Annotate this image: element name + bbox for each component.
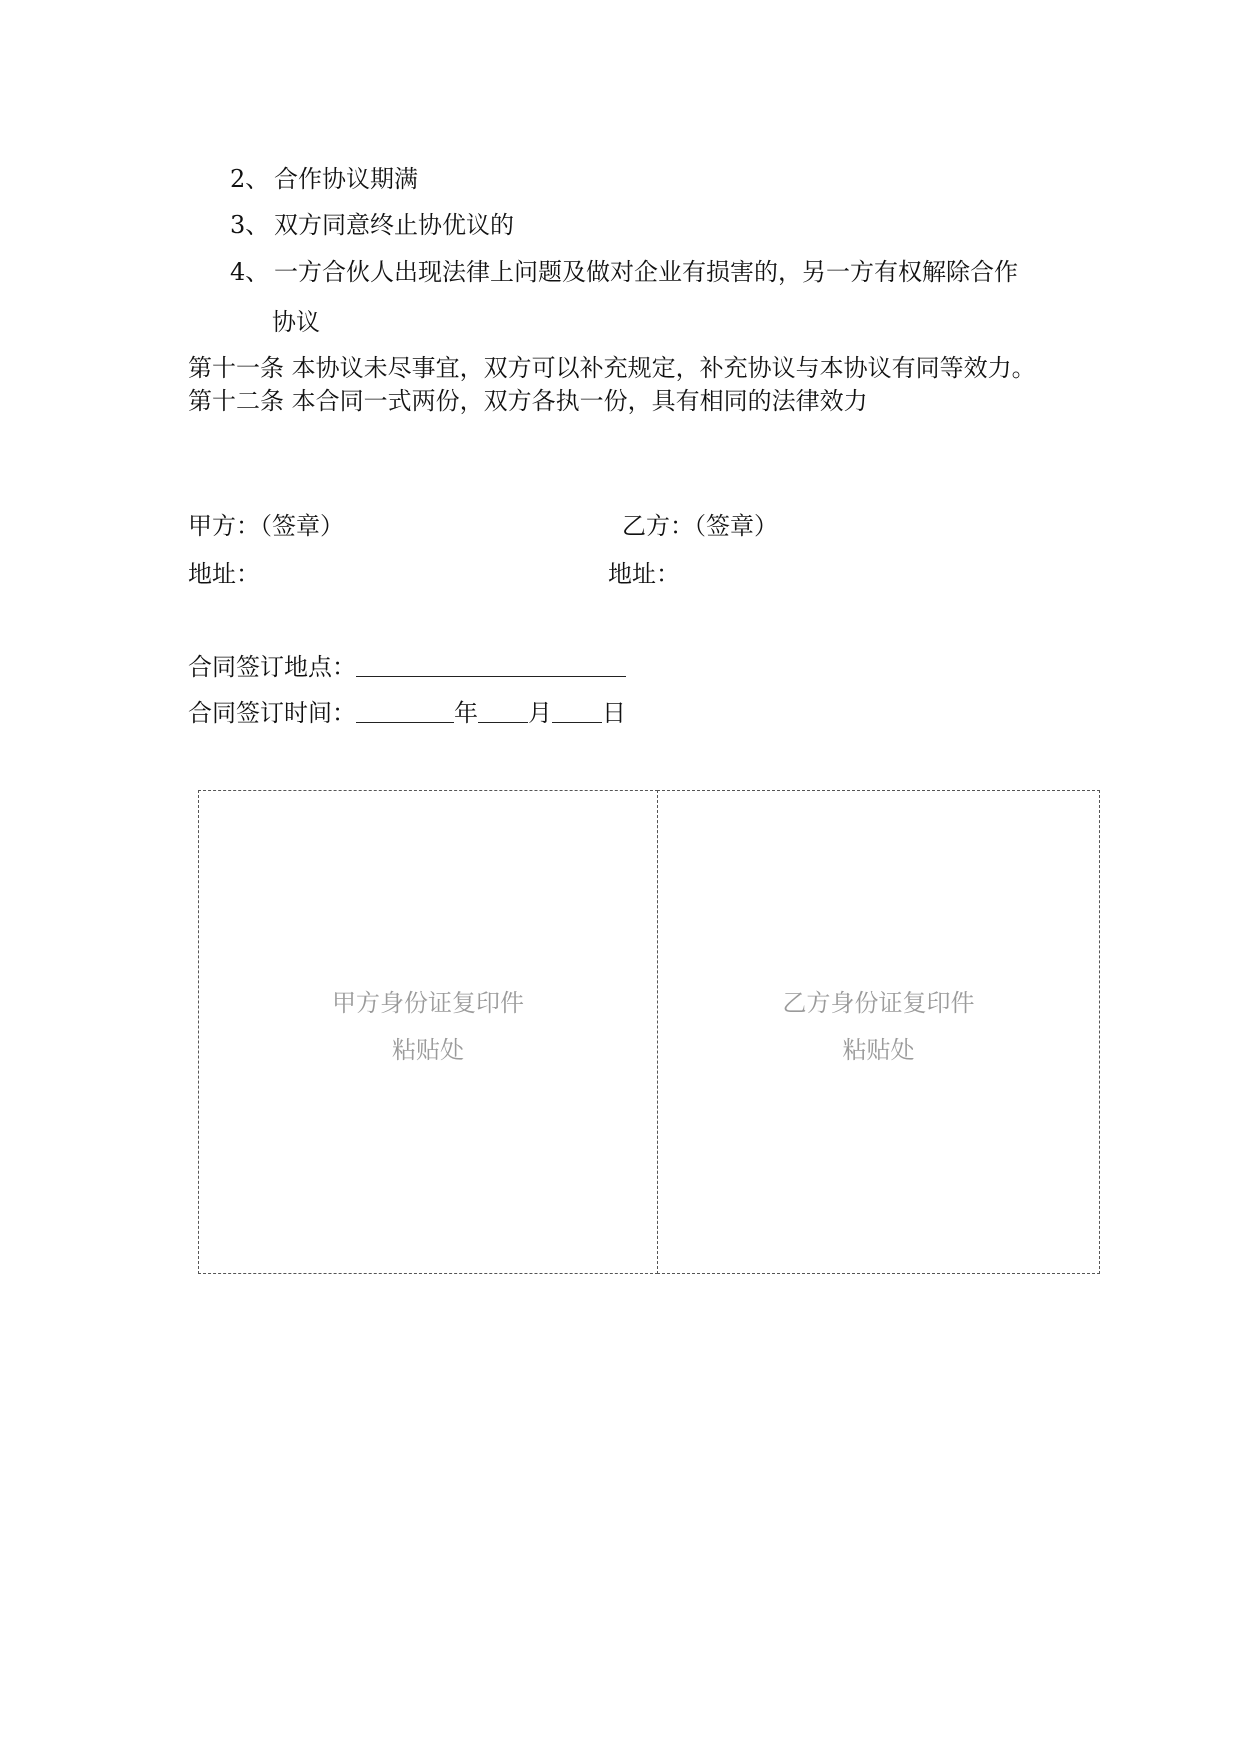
list-item-text: 合作协议期满 [274,165,418,193]
article-text: 本协议未尽事宜，双方可以补充规定，补充协议与本协议有同等效力。 [291,354,1036,382]
list-item-number: 2、 [230,165,270,193]
paste-here-label: 粘贴处 [392,1036,464,1064]
list-item-number: 4、 [230,258,270,286]
month-label: 月 [528,699,552,727]
signing-place-blank [356,654,626,677]
list-item [230,256,1018,288]
signing-place-label: 合同签订地点： [188,653,356,681]
year-label: 年 [454,699,478,727]
signing-time-label: 合同签订时间： [188,699,356,727]
signing-place [188,651,626,683]
article-label: 第十一条 [188,354,284,382]
list-item-text: 一方合伙人出现法律上问题及做对企业有损害的，另一方有权解除合作 [274,258,1018,286]
list-item [230,163,418,195]
day-blank [552,700,602,723]
party-b-id-label: 乙方身份证复印件 [782,989,975,1017]
party-a-signature: 甲方：（签章） [188,512,344,540]
party-b-id-paste-area [657,790,1100,1274]
party-a-address: 地址： [188,560,260,588]
article-label: 第十二条 [188,387,284,415]
month-blank [478,700,528,723]
article-text: 本合同一式两份，双方各执一份，具有相同的法律效力 [291,387,868,415]
article-12 [188,385,868,417]
year-blank [356,700,454,723]
list-item [230,209,514,241]
list-item-number: 3、 [230,211,270,239]
list-item-text: 双方同意终止协优议的 [274,211,514,239]
article-11 [188,352,1036,384]
list-item-continuation: 协议 [272,308,320,336]
party-a-id-label: 甲方身份证复印件 [332,989,524,1017]
party-a-id-paste-area [198,790,658,1274]
day-label: 日 [602,699,626,727]
paste-here-label: 粘贴处 [842,1036,915,1064]
signing-time [188,697,626,729]
party-b-address: 地址： [608,560,680,588]
party-b-signature: 乙方：（签章） [622,512,778,540]
